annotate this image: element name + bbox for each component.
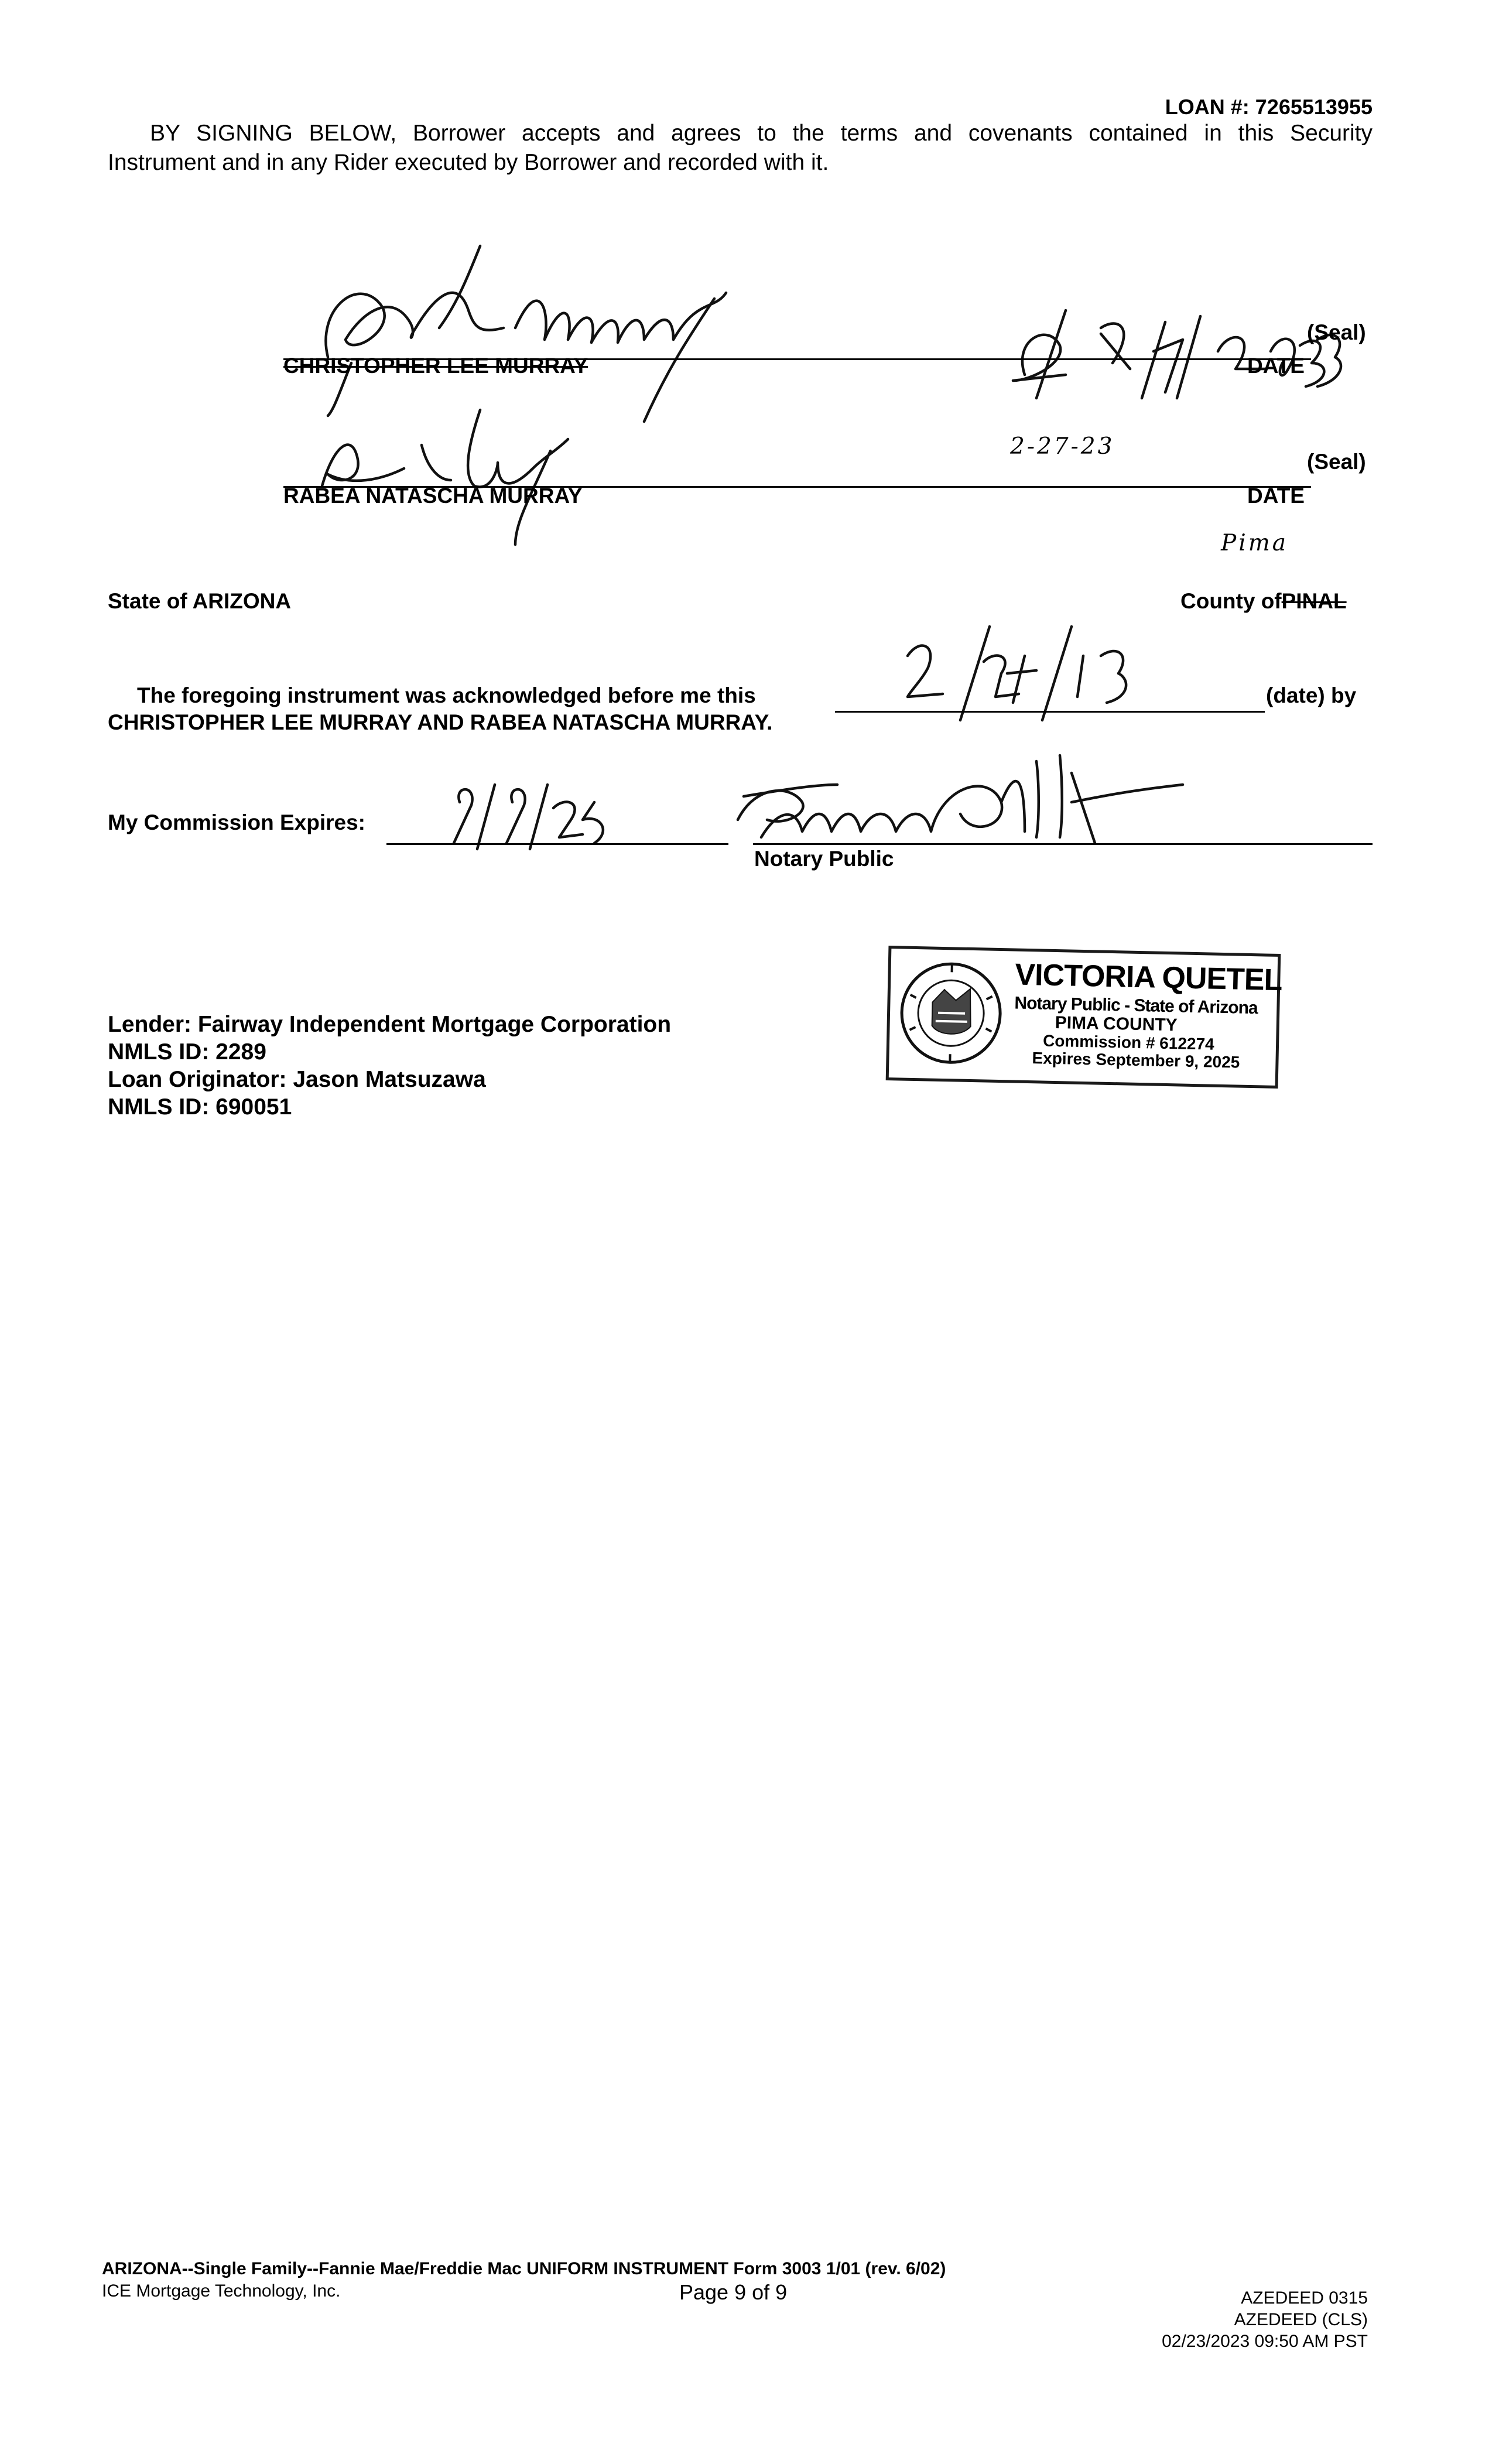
borrower-2-name: RABEA NATASCHA MURRAY xyxy=(283,484,583,508)
borrower-2-signature xyxy=(304,398,632,550)
stamp-line-3: Commission # 612274 xyxy=(1042,1031,1214,1053)
footer-code-2: AZEDEED (CLS) xyxy=(1234,2310,1368,2329)
stamp-line-1: Notary Public - State of Arizona xyxy=(1014,993,1258,1018)
commission-line xyxy=(386,843,728,845)
intro-line-2: Instrument and in any Rider executed by Borrower and recorded with it. xyxy=(108,150,829,175)
originator-nmls: NMLS ID: 690051 xyxy=(108,1094,292,1120)
borrower-2-seal: (Seal) xyxy=(1307,450,1366,474)
acknowledgment-date-line xyxy=(835,711,1265,713)
borrower-2-date-label: DATE xyxy=(1247,484,1305,508)
acknowledgment-line-1: The foregoing instrument was acknowledged before me this xyxy=(137,683,756,707)
borrower-1-date-label: DATE xyxy=(1247,354,1305,378)
lender-name: Lender: Fairway Independent Mortgage Corporation xyxy=(108,1012,672,1037)
loan-originator: Loan Originator: Jason Matsuzawa xyxy=(108,1067,486,1092)
notary-public-label: Notary Public xyxy=(754,847,894,871)
arizona-seal-icon xyxy=(897,959,1005,1067)
borrower-2-date-handwritten: 2-27-23 xyxy=(1010,433,1115,460)
county-handwritten: Pima xyxy=(1221,530,1288,556)
commission-label: My Commission Expires: xyxy=(108,810,366,834)
footer-timestamp: 02/23/2023 09:50 AM PST xyxy=(1162,2332,1368,2351)
borrower-1-name: CHRISTOPHER LEE MURRAY xyxy=(283,354,588,378)
state-label: State of ARIZONA xyxy=(108,589,292,613)
footer-form: ARIZONA--Single Family--Fannie Mae/Freddie Mac UNIFORM INSTRUMENT Form 3003 1/01 (rev. 6/02) xyxy=(102,2259,946,2278)
intro-line-1: BY SIGNING BELOW, Borrower accepts and agrees to the terms and covenants contained in this Security xyxy=(150,121,1373,146)
footer-company: ICE Mortgage Technology, Inc. xyxy=(102,2281,341,2301)
footer-code-1: AZEDEED 0315 xyxy=(1241,2288,1368,2308)
county-label: County of xyxy=(1180,589,1282,613)
footer-page-number: Page 9 of 9 xyxy=(679,2280,788,2304)
stamp-line-4: Expires September 9, 2025 xyxy=(1032,1049,1240,1072)
borrower-1-date-handwritten xyxy=(990,299,1317,404)
acknowledgment-date-handwritten xyxy=(896,621,1142,726)
county-struck: PINAL xyxy=(1281,589,1347,613)
stamp-name: VICTORIA QUETEL xyxy=(1014,957,1282,998)
notary-stamp xyxy=(886,946,1281,1089)
county-field xyxy=(1180,589,1347,614)
notary-line xyxy=(753,843,1373,845)
loan-number: LOAN #: 7265513955 xyxy=(1165,95,1373,119)
acknowledgment-line-2: CHRISTOPHER LEE MURRAY AND RABEA NATASCHA MURRAY. xyxy=(108,710,773,734)
borrower-1-seal: (Seal) xyxy=(1307,320,1366,344)
acknowledgment-date-suffix: (date) by xyxy=(1266,683,1357,707)
lender-nmls: NMLS ID: 2289 xyxy=(108,1039,266,1065)
stamp-line-2: PIMA COUNTY xyxy=(1055,1012,1178,1035)
